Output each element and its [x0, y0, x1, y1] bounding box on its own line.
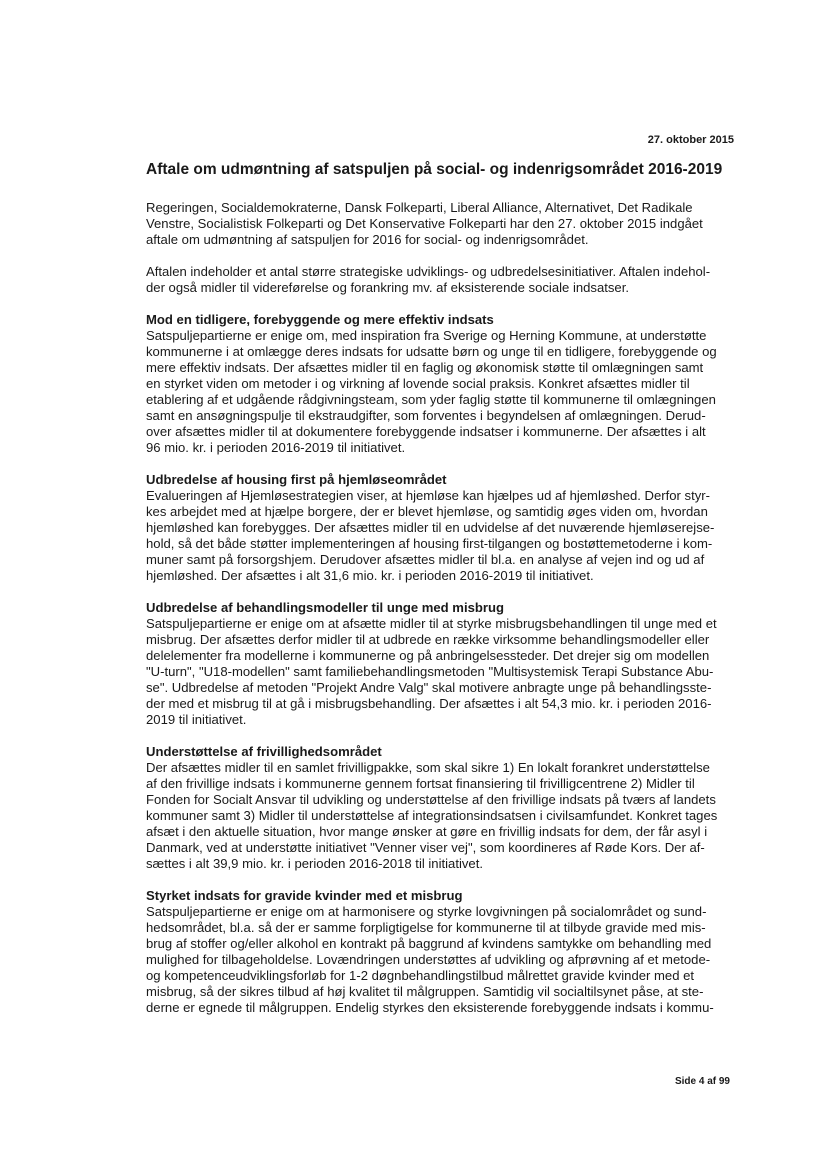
text-line: kommunerne i at omlægge deres indsats for udsatte børn og unge til en tidligere, forebyggende og: [146, 344, 717, 359]
document-title: Aftale om udmøntning af satspuljen på social- og indenrigsområdet 2016-2019: [146, 161, 723, 178]
text-line: se". Udbredelse af metoden "Projekt Andre Valg" skal motivere anbragte unge på behandlingsste-: [146, 680, 712, 695]
text-line: Aftalen indeholder et antal større strategiske udviklings- og udbredelsesinitiativer. Aftalen indehol-: [146, 264, 711, 279]
text-line: muner samt på forsorgshjem. Derudover afsættes midler til bl.a. en analyse af vejen ind og ud af: [146, 552, 705, 567]
text-line: hedsområdet, bl.a. så der er samme forpligtigelse for kommunerne til at tilbyde gravide med mis-: [146, 920, 706, 935]
section: [146, 888, 728, 1016]
text-line: en styrket viden om metoder i og virkning af lovende social praksis. Konkret afsættes midler til: [146, 376, 690, 391]
text-line: 2019 til initiativet.: [146, 712, 247, 727]
text-line: 96 mio. kr. i perioden 2016-2019 til initiativet.: [146, 440, 406, 455]
section-heading: Udbredelse af housing first på hjemløseområdet: [146, 472, 447, 487]
text-line: Evalueringen af Hjemløsestrategien viser, at hjemløse kan hjælpes ud af hjemløshed. Derfor styr-: [146, 488, 710, 503]
text-line: af den frivillige indsats i kommunerne gennem fortsat finansiering til frivilligcentrene 2) Midler til: [146, 776, 695, 791]
intro-paragraph: [146, 264, 728, 296]
text-line: mere effektiv indsats. Der afsættes midler til en faglig og økonomisk støtte til omlægningen samt: [146, 360, 704, 375]
text-line: misbrug. Der afsættes derfor midler til at udbrede en række virksomme behandlingsmodeller eller: [146, 632, 710, 647]
section-heading: Udbredelse af behandlingsmodeller til unge med misbrug: [146, 600, 504, 615]
text-line: brug af stoffer og/eller alkohol en kontrakt på baggrund af kvindens samtykke om behandling med: [146, 936, 712, 951]
text-line: "U-turn", "U18-modellen" samt familiebehandlingsmetoden "Multisystemisk Terapi Substance Abu-: [146, 664, 714, 679]
text-line: samt en ansøgningspulje til ekstraudgifter, som forventes i begyndelsen af omlægningen. Derud-: [146, 408, 706, 423]
text-line: Venstre, Socialistisk Folkeparti og Det Konservative Folkeparti har den 27. oktober 2015 indgået: [146, 216, 703, 231]
section-heading: Mod en tidligere, forebyggende og mere effektiv indsats: [146, 312, 494, 327]
text-line: hjemløshed kan forebygges. Der afsættes midler til en udvidelse af det nuværende hjemløserejse-: [146, 520, 715, 535]
text-line: hjemløshed. Der afsættes i alt 31,6 mio. kr. i perioden 2016-2019 til initiativet.: [146, 568, 594, 583]
text-line: kes arbejdet med at hjælpe borgere, der er blevet hjemløse, og samtidig øges viden om, hvordan: [146, 504, 708, 519]
document-body: [146, 200, 728, 1032]
text-line: og kompetenceudviklingsforløb for 1-2 døgnbehandlingstilbud målrettet gravide kvinder med et: [146, 968, 695, 983]
text-line: over afsættes midler til at dokumentere forebyggende indsatser i kommunerne. Der afsættes i alt: [146, 424, 706, 439]
section: [146, 472, 728, 584]
text-line: der også midler til videreførelse og forankring mv. af eksisterende sociale indsatser.: [146, 280, 629, 295]
section-heading: Styrket indsats for gravide kvinder med et misbrug: [146, 888, 463, 903]
document-date: 27. oktober 2015: [647, 134, 734, 146]
text-line: Fonden for Socialt Ansvar til udvikling og understøttelse af den frivillige indsats på tværs af landets: [146, 792, 716, 807]
intro-paragraph: [146, 200, 728, 248]
text-line: Der afsættes midler til en samlet frivilligpakke, som skal sikre 1) En lokalt forankret understøttelse: [146, 760, 710, 775]
section-paragraph: [146, 760, 728, 872]
section-paragraph: [146, 904, 728, 1016]
section-paragraph: [146, 488, 728, 584]
section: [146, 600, 728, 728]
text-line: Satspuljepartierne er enige om at harmonisere og styrke lovgivningen på socialområdet og sund-: [146, 904, 707, 919]
text-line: delelementer fra modellerne i kommunerne og på anbringelsessteder. Det drejer sig om modellen: [146, 648, 710, 663]
section: [146, 312, 728, 456]
text-line: Danmark, ved at understøtte initiativet "Venner viser vej", som koordineres af Røde Kors. Der af-: [146, 840, 705, 855]
text-line: sættes i alt 39,9 mio. kr. i perioden 2016-2018 til initiativet.: [146, 856, 483, 871]
section-paragraph: [146, 616, 728, 728]
section-heading: Understøttelse af frivillighedsområdet: [146, 744, 382, 759]
text-line: der med et misbrug til at gå i misbrugsbehandling. Der afsættes i alt 54,3 mio. kr. i perioden 2016-: [146, 696, 712, 711]
text-line: afsæt i den aktuelle situation, hvor mange ønsker at gøre en frivillig indsats for dem, der får asyl i: [146, 824, 708, 839]
page-number: Side 4 af 99: [674, 1076, 730, 1087]
text-line: kommuner samt 3) Midler til understøttelse af integrationsindsatsen i civilsamfundet. Konkret tages: [146, 808, 718, 823]
text-line: Satspuljepartierne er enige om, med inspiration fra Sverige og Herning Kommune, at understøtte: [146, 328, 707, 343]
text-line: Regeringen, Socialdemokraterne, Dansk Folkeparti, Liberal Alliance, Alternativet, Det Radikale: [146, 200, 693, 215]
text-line: mulighed for tilbageholdelse. Lovændringen understøttes af udvikling og afprøvning af et metode-: [146, 952, 711, 967]
section: [146, 744, 728, 872]
text-line: aftale om udmøntning af satspuljen for 2016 for social- og indenrigsområdet.: [146, 232, 589, 247]
text-line: misbrug, så der sikres tilbud af høj kvalitet til målgruppen. Samtidig vil socialtilsynet påse, at ste-: [146, 984, 704, 999]
section-paragraph: [146, 328, 728, 456]
text-line: Satspuljepartierne er enige om at afsætte midler til at styrke misbrugsbehandlingen til unge med et: [146, 616, 717, 631]
text-line: derne er egnede til målgruppen. Endelig styrkes den eksisterende forebyggende indsats i kommu-: [146, 1000, 714, 1015]
text-line: etablering af et udgående rådgivningsteam, som yder faglig støtte til kommunerne til omlægningen: [146, 392, 716, 407]
text-line: hold, så det både støtter implementeringen af housing first-tilgangen og bostøttemetoderne i kom-: [146, 536, 713, 551]
